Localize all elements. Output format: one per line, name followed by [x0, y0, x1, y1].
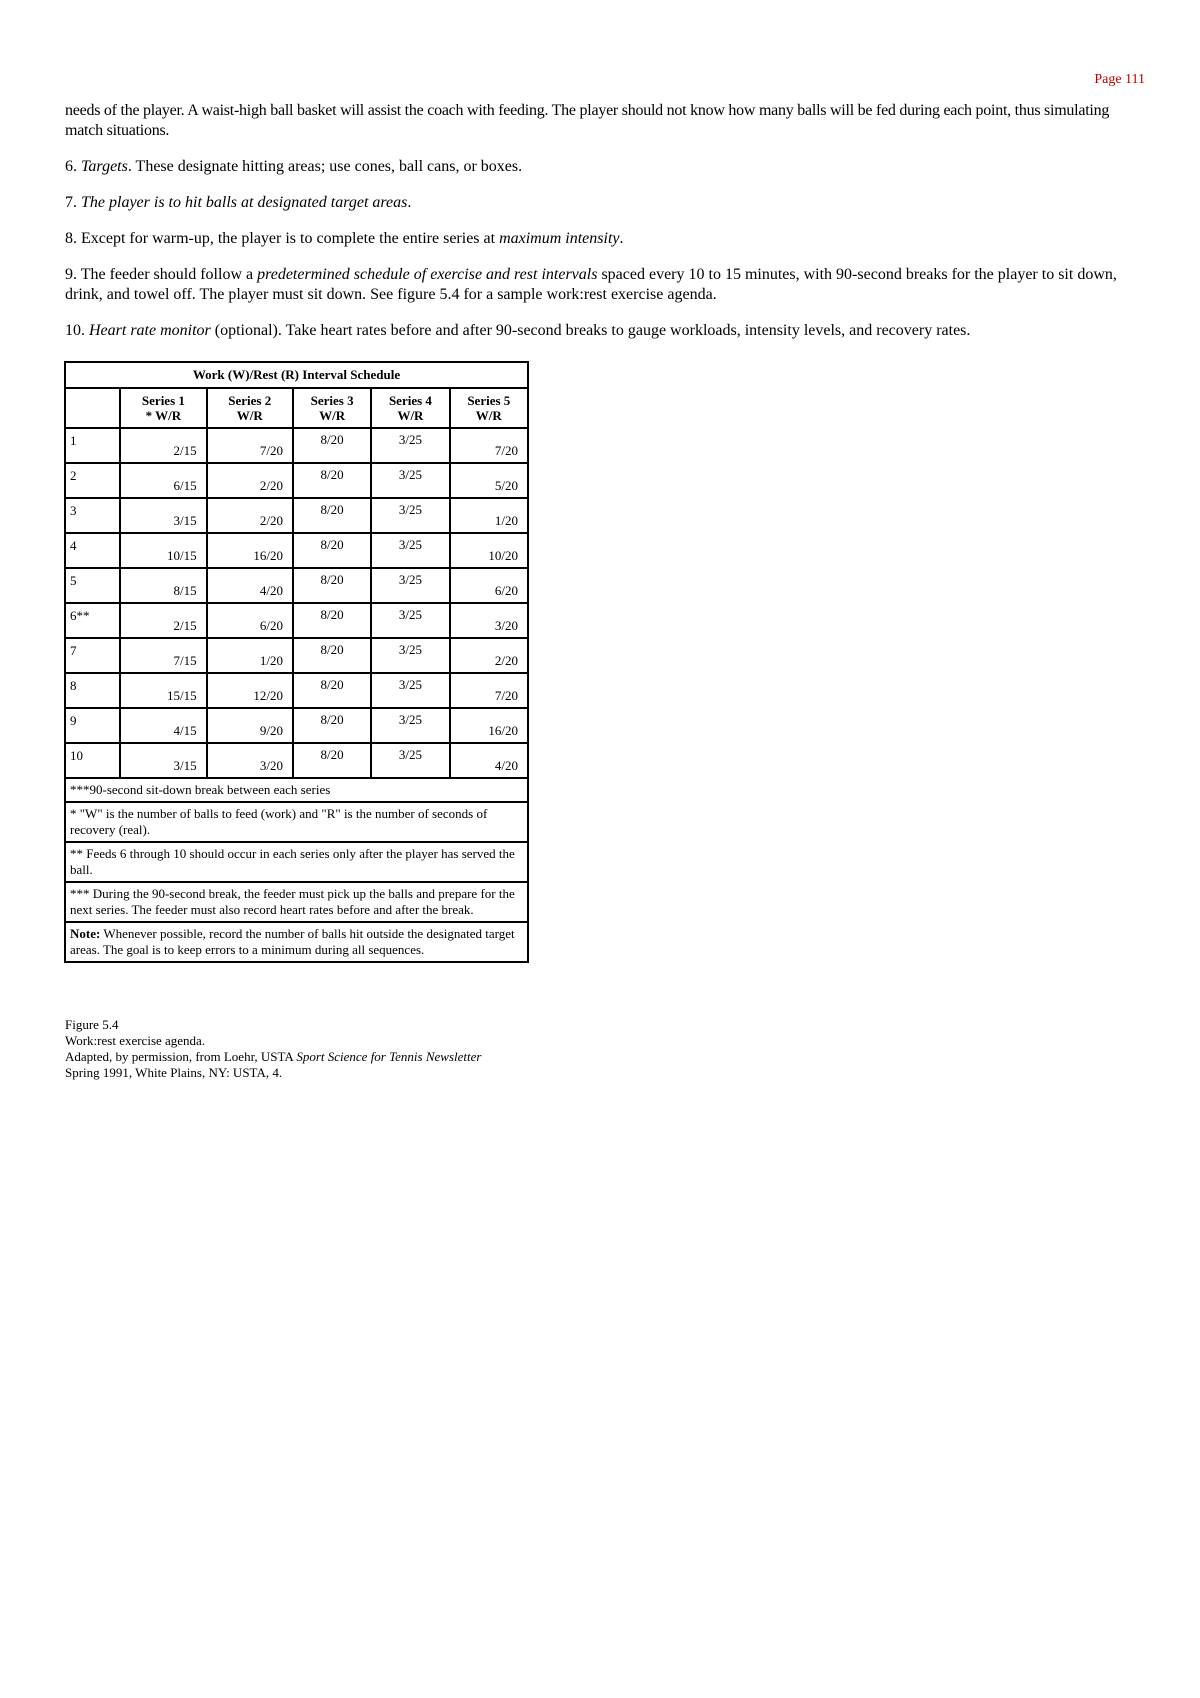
- paragraph-7: [65, 193, 1140, 213]
- header-label: Series 3: [310, 393, 354, 408]
- cell-series-2: 9/20: [207, 708, 293, 743]
- header-sub: * W/R: [145, 408, 182, 423]
- header-sub: W/R: [236, 408, 263, 423]
- note-label: Note:: [70, 926, 101, 941]
- table-row: [65, 673, 528, 708]
- emphasis: predetermined schedule of exercise and rest intervals: [257, 266, 598, 283]
- figure-title: Work:rest exercise agenda.: [65, 1033, 206, 1048]
- paragraph-text: . These designate hitting areas; use cones, ball cans, or boxes.: [127, 158, 523, 175]
- row-label: 5: [65, 568, 120, 603]
- header-sub: W/R: [475, 408, 502, 423]
- note-break-duties: *** During the 90-second break, the feeder must pick up the balls and prepare for the next series. The feeder must also record heart rates before and after the break.: [65, 882, 528, 922]
- credit-publication: Sport Science for Tennis Newsletter: [296, 1049, 482, 1064]
- note-errors: [65, 922, 528, 962]
- cell-series-5: 7/20: [450, 673, 528, 708]
- header-series-3: [293, 388, 371, 428]
- cell-series-2: 12/20: [207, 673, 293, 708]
- cell-series-3: 8/20: [293, 638, 371, 673]
- cell-series-3: 8/20: [293, 533, 371, 568]
- cell-series-3: 8/20: [293, 463, 371, 498]
- cell-series-1: 7/15: [120, 638, 206, 673]
- row-label: 7: [65, 638, 120, 673]
- header-sub: W/R: [319, 408, 346, 423]
- note-row-4: [65, 882, 528, 922]
- header-series-1: [120, 388, 206, 428]
- table-body: [65, 428, 528, 778]
- figure-credit-line-2: Spring 1991, White Plains, NY: USTA, 4.: [65, 1065, 283, 1080]
- cell-series-3: 8/20: [293, 603, 371, 638]
- cell-series-4: 3/25: [371, 708, 449, 743]
- cell-series-5: 3/20: [450, 603, 528, 638]
- cell-series-1: 3/15: [120, 498, 206, 533]
- cell-series-4: 3/25: [371, 498, 449, 533]
- cell-series-3: 8/20: [293, 743, 371, 778]
- cell-series-3: 8/20: [293, 673, 371, 708]
- note-row-1: [65, 778, 528, 802]
- header-sub: W/R: [397, 408, 424, 423]
- cell-series-1: 2/15: [120, 428, 206, 463]
- header-series-4: [371, 388, 449, 428]
- cell-series-5: 10/20: [450, 533, 528, 568]
- cell-series-2: 3/20: [207, 743, 293, 778]
- table-title: Work (W)/Rest (R) Interval Schedule: [65, 362, 528, 388]
- cell-series-4: 3/25: [371, 568, 449, 603]
- table-row: [65, 498, 528, 533]
- cell-series-4: 3/25: [371, 603, 449, 638]
- cell-series-2: 2/20: [207, 463, 293, 498]
- table-row: [65, 463, 528, 498]
- paragraph-text: spaced every 10 to 15 minutes, with 90-second breaks for the player to sit down, drink, and towel off. The player must sit down. See figure 5.4 for a sample work:rest exercise agenda.: [65, 266, 1117, 303]
- cell-series-5: 7/20: [450, 428, 528, 463]
- note-feeds-after-serve: ** Feeds 6 through 10 should occur in each series only after the player has served the ball.: [65, 842, 528, 882]
- figure-credit: [65, 1049, 481, 1065]
- row-label: 8: [65, 673, 120, 708]
- paragraph-10: [65, 321, 1140, 341]
- cell-series-1: 8/15: [120, 568, 206, 603]
- emphasis: Heart rate monitor: [89, 322, 211, 339]
- emphasis: maximum intensity: [499, 230, 620, 247]
- row-label: 3: [65, 498, 120, 533]
- cell-series-5: 2/20: [450, 638, 528, 673]
- row-label: 4: [65, 533, 120, 568]
- paragraph-6: [65, 157, 1140, 177]
- note-sitdown-break: ***90-second sit-down break between each series: [65, 778, 528, 802]
- item-number: 10.: [65, 322, 89, 339]
- cell-series-5: 16/20: [450, 708, 528, 743]
- cell-series-4: 3/25: [371, 463, 449, 498]
- header-label: Series 1: [141, 393, 185, 408]
- table-row: [65, 638, 528, 673]
- figure-caption: [65, 1017, 481, 1081]
- paragraph-9: [65, 265, 1140, 305]
- cell-series-4: 3/25: [371, 638, 449, 673]
- cell-series-2: 2/20: [207, 498, 293, 533]
- cell-series-4: 3/25: [371, 673, 449, 708]
- header-series-2: [207, 388, 293, 428]
- cell-series-1: 10/15: [120, 533, 206, 568]
- cell-series-2: 6/20: [207, 603, 293, 638]
- emphasis: The player is to hit balls at designated target areas: [81, 194, 408, 211]
- cell-series-1: 6/15: [120, 463, 206, 498]
- note-row-5: [65, 922, 528, 962]
- table-row: [65, 428, 528, 463]
- cell-series-2: 7/20: [207, 428, 293, 463]
- table-row: [65, 603, 528, 638]
- item-number: 7.: [65, 194, 81, 211]
- cell-series-2: 1/20: [207, 638, 293, 673]
- table-row: [65, 533, 528, 568]
- cell-series-5: 4/20: [450, 743, 528, 778]
- table-row: [65, 708, 528, 743]
- cell-series-2: 4/20: [207, 568, 293, 603]
- header-series-5: [450, 388, 528, 428]
- row-label: 1: [65, 428, 120, 463]
- cell-series-5: 1/20: [450, 498, 528, 533]
- cell-series-2: 16/20: [207, 533, 293, 568]
- cell-series-1: 2/15: [120, 603, 206, 638]
- cell-series-5: 6/20: [450, 568, 528, 603]
- note-row-2: [65, 802, 528, 842]
- cell-series-1: 3/15: [120, 743, 206, 778]
- table-header-row: [65, 388, 528, 428]
- cell-series-3: 8/20: [293, 428, 371, 463]
- header-label: Series 5: [467, 393, 511, 408]
- cell-series-1: 4/15: [120, 708, 206, 743]
- body-text: [65, 101, 1140, 357]
- paragraph-text: (optional). Take heart rates before and after 90-second breaks to gauge workloads, intensity levels, and recovery rates.: [210, 322, 971, 339]
- table-row: [65, 568, 528, 603]
- emphasis: Targets: [81, 158, 128, 175]
- cell-series-1: 15/15: [120, 673, 206, 708]
- figure-number: Figure 5.4: [65, 1017, 119, 1032]
- cell-series-5: 5/20: [450, 463, 528, 498]
- cell-series-4: 3/25: [371, 743, 449, 778]
- header-label: Series 4: [388, 393, 432, 408]
- paragraph-text: 9. The feeder should follow a: [65, 266, 258, 283]
- cell-series-4: 3/25: [371, 533, 449, 568]
- page-number: Page 111: [1094, 72, 1145, 87]
- cell-series-3: 8/20: [293, 568, 371, 603]
- row-label: 6**: [65, 603, 120, 638]
- header-corner: [65, 388, 120, 428]
- item-number: 6.: [65, 158, 81, 175]
- cell-series-3: 8/20: [293, 498, 371, 533]
- paragraph-text: .: [407, 194, 412, 211]
- note-text: Whenever possible, record the number of balls hit outside the designated target areas. The goal is to keep errors to a minimum during all sequences.: [70, 926, 515, 957]
- row-label: 2: [65, 463, 120, 498]
- note-row-3: [65, 842, 528, 882]
- paragraph-text: 8. Except for warm-up, the player is to complete the entire series at: [65, 230, 500, 247]
- cell-series-3: 8/20: [293, 708, 371, 743]
- interval-schedule-table: [64, 361, 529, 963]
- table-title-row: [65, 362, 528, 388]
- paragraph-text: .: [619, 230, 624, 247]
- note-work-rest-definition: * "W" is the number of balls to feed (work) and "R" is the number of seconds of recovery (real).: [65, 802, 528, 842]
- row-label: 10: [65, 743, 120, 778]
- interval-schedule-figure: [64, 361, 529, 963]
- paragraph-8: [65, 229, 1140, 249]
- cell-series-4: 3/25: [371, 428, 449, 463]
- row-label: 9: [65, 708, 120, 743]
- table-row: [65, 743, 528, 778]
- paragraph-feeding: needs of the player. A waist-high ball basket will assist the coach with feeding. The player should not know how many balls will be fed during each point, thus simulating match situations.: [65, 102, 1110, 139]
- credit-text: Adapted, by permission, from Loehr, USTA: [65, 1049, 297, 1064]
- header-label: Series 2: [228, 393, 272, 408]
